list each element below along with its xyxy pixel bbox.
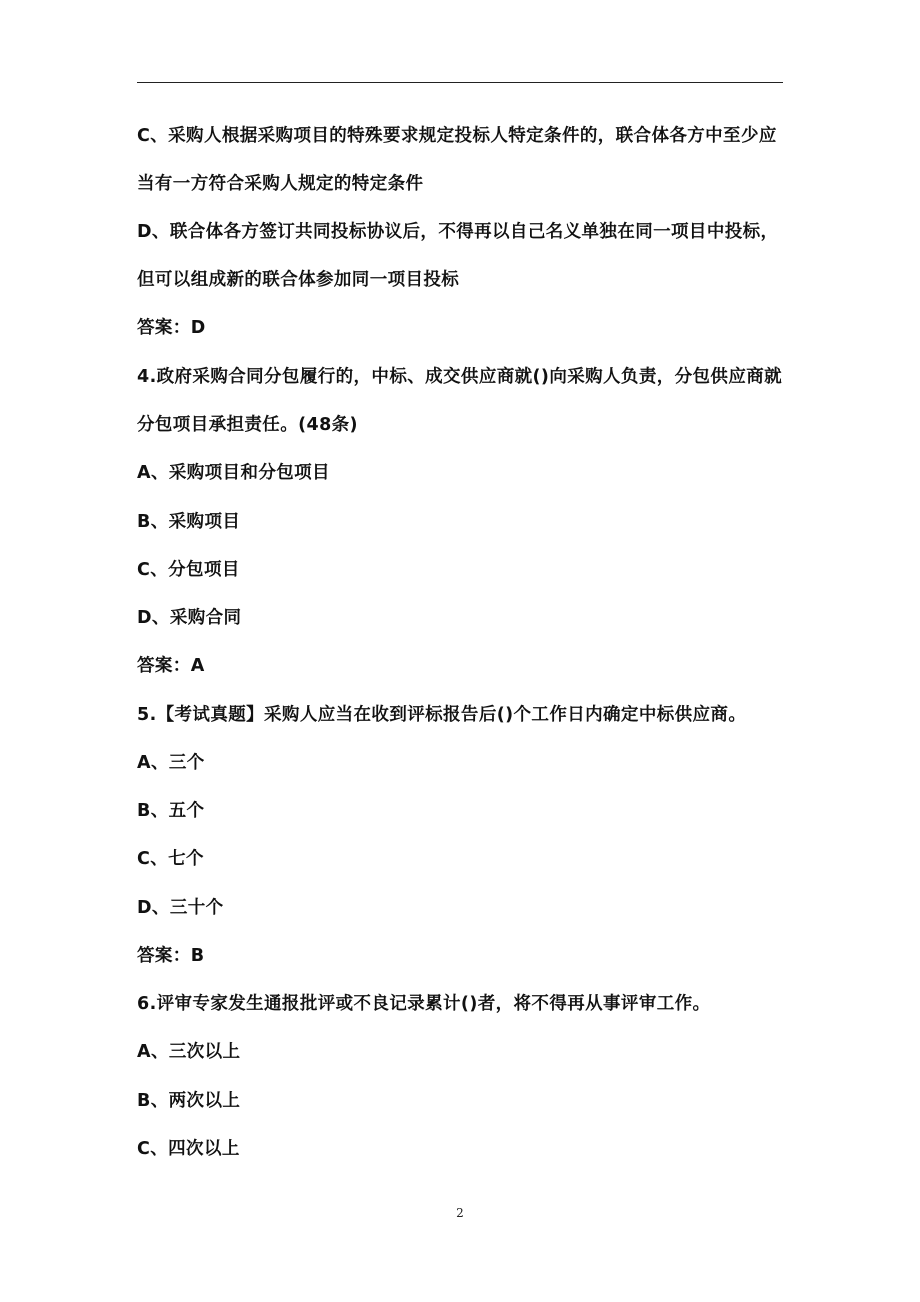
question-4-line-1: 4.政府采购合同分包履行的，中标、成交供应商就()向采购人负责，分包供应商就 [137,367,783,387]
question-5-option-c: C、七个 [137,849,204,869]
answer-4: 答案：A [137,656,205,676]
question-5: 5.【考试真题】采购人应当在收到评标报告后()个工作日内确定中标供应商。 [137,705,747,725]
question-6: 6.评审专家发生通报批评或不良记录累计()者，将不得再从事评审工作。 [137,994,711,1014]
option-c-line-2: 当有一方符合采购人规定的特定条件 [137,174,424,194]
question-4-option-b: B、采购项目 [137,512,241,532]
question-6-option-a: A、三次以上 [137,1042,241,1062]
option-d-line-2: 但可以组成新的联合体参加同一项目投标 [137,270,460,290]
answer-3: 答案：D [137,318,206,338]
question-4-option-c: C、分包项目 [137,560,240,580]
header-rule [137,82,783,83]
question-5-option-a: A、三个 [137,753,205,773]
question-6-option-c: C、四次以上 [137,1139,240,1159]
question-4-line-2: 分包项目承担责任。(48条) [137,415,358,435]
question-4-option-a: A、采购项目和分包项目 [137,463,330,483]
page-number: 2 [456,1206,464,1220]
option-d-line-1: D、联合体各方签订共同投标协议后，不得再以自己名义单独在同一项目中投标， [137,222,779,242]
question-5-option-d: D、三十个 [137,898,224,918]
option-c-line-1: C、采购人根据采购项目的特殊要求规定投标人特定条件的，联合体各方中至少应 [137,126,777,146]
question-6-option-b: B、两次以上 [137,1091,241,1111]
answer-5: 答案：B [137,946,205,966]
question-4-option-d: D、采购合同 [137,608,242,628]
question-5-option-b: B、五个 [137,801,205,821]
